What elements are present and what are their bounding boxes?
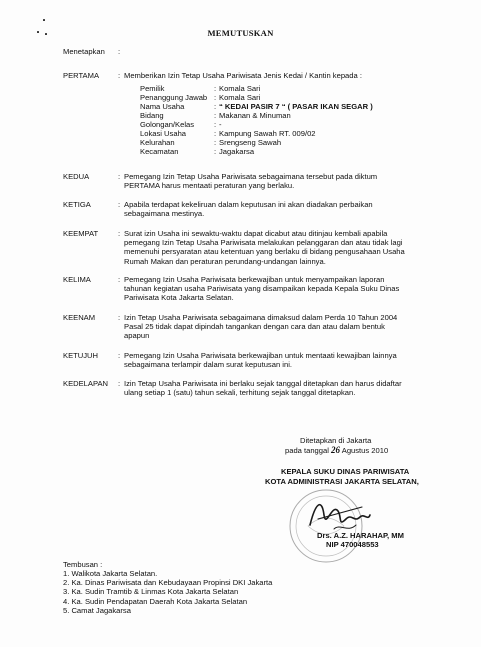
field-key-golongan: Golongan/Kelas	[140, 120, 195, 129]
menetapkan-label: Menetapkan	[63, 47, 105, 56]
field-value-kelurahan: Srengseng Sawah	[219, 138, 282, 147]
field-key-nama-usaha: Nama Usaha	[140, 102, 185, 111]
signatory-name: Drs. A.Z. HARAHAP, MM	[317, 531, 404, 540]
field-key-penanggung-jawab: Penanggung Jawab	[140, 93, 208, 102]
list-item: 2. Ka. Dinas Pariwisata dan Kebudayaan Propinsi DKI Jakarta	[63, 578, 273, 588]
list-item: 1. Walikota Jakarta Selatan.	[63, 569, 158, 578]
list-item: 4. Ka. Sudin Pendapatan Daerah Kota Jakarta Selatan	[63, 596, 248, 606]
tembusan-heading: Tembusan :	[63, 560, 103, 569]
field-key-kelurahan: Kelurahan	[140, 138, 175, 147]
kelima-label: KELIMA	[63, 275, 91, 284]
field-value-pemilik: Komala Sari	[219, 84, 261, 93]
field-value-penanggung-jawab: Komala Sari	[219, 93, 261, 102]
handwritten-day: 26	[331, 445, 341, 455]
field-value-golongan: -	[219, 120, 222, 129]
signature-place: Ditetapkan di Jakarta	[300, 436, 372, 445]
document-title: MEMUTUSKAN	[207, 28, 274, 38]
kedua-text: Pemegang Izin Tetap Usaha Pariwisata sebagaimana tersebut pada diktum PERTAMA harus mentaati peraturan yang berlaku.	[124, 172, 378, 191]
office-line-1: KEPALA SUKU DINAS PARIWISATA	[281, 467, 410, 476]
kedelapan-label: KEDELAPAN	[63, 379, 109, 388]
signatory-nip: NIP 470048553	[326, 540, 379, 549]
ketujuh-label: KETUJUH	[63, 351, 99, 360]
keenam-label: KEENAM	[63, 313, 96, 322]
list-item: 5. Camat Jagakarsa	[63, 605, 131, 615]
field-value-kecamatan: Jagakarsa	[219, 147, 255, 156]
field-value-nama-usaha: “ KEDAI PASIR 7 “ ( PASAR IKAN SEGAR )	[219, 102, 373, 111]
keenam-text: Izin Tetap Usaha Pariwisata sebagaimana dimaksud dalam Perda 10 Tahun 2004 Pasal 25 tidak dapat dipindah tangankan dengan cara dan atau dalam bentuk apapun	[124, 313, 398, 341]
field-value-bidang: Makanan & Minuman	[219, 111, 291, 120]
pertama-text: Memberikan Izin Tetap Usaha Pariwisata Jenis Kedai / Kantin kepada :	[124, 71, 362, 80]
office-line-2: KOTA ADMINISTRASI JAKARTA SELATAN,	[265, 477, 419, 486]
ketiga-text: Apabila terdapat kekeliruan dalam keputusan ini akan diadakan perbaikan sebagaimana mestinya.	[124, 200, 373, 219]
scan-speck	[43, 19, 45, 21]
signature-date: pada tanggal 26 Agustus 2010	[285, 445, 389, 455]
field-key-bidang: Bidang	[140, 111, 164, 120]
keempat-text: Surat izin Usaha ini sewaktu-waktu dapat dicabut atau ditinjau kembali apabila pemegang Izin Tetap Usaha Pariwisata melakukan pelanggaran dan atau tidak lagi memenuhi persyaratan atau ketentuan yang berlaku di bidang pengusahaan Usaha Rumah Makan dan peraturan perundang-undangan lainnya.	[124, 229, 405, 266]
tembusan-list	[63, 569, 393, 615]
keempat-label: KEEMPAT	[63, 229, 99, 238]
menetapkan-colon: :	[118, 47, 121, 56]
field-key-lokasi-usaha: Lokasi Usaha	[140, 129, 187, 138]
kelima-text: Pemegang Izin Usaha Pariwisata berkewajiban untuk menyampaikan laporan tahunan kegiatan usaha Pariwisata yang disampaikan kepada Kepala Suku Dinas Pariwisata Kota Jakarta Selatan.	[124, 275, 400, 303]
kedelapan-text: Izin Tetap Usaha Pariwisata ini berlaku sejak tanggal ditetapkan dan harus didaftar ulang setiap 1 (satu) tahun sekali, terhitung sejak tanggal ditetapkan.	[124, 379, 402, 398]
kedua-label: KEDUA	[63, 172, 90, 181]
ketujuh-text: Pemegang Izin Usaha Pariwisata berkewajiban untuk mentaati kewajiban lainnya sebagaimana terlampir dalam surat keputusan ini.	[124, 351, 397, 370]
field-key-pemilik: Pemilik	[140, 84, 165, 93]
ketiga-label: KETIGA	[63, 200, 91, 209]
field-value-lokasi-usaha: Kampung Sawah RT. 009/02	[219, 129, 316, 138]
field-key-kecamatan: Kecamatan	[140, 147, 179, 156]
list-item: 3. Ka. Sudin Tramtib & Linmas Kota Jakarta Selatan	[63, 587, 239, 597]
pertama-label: PERTAMA	[63, 71, 100, 80]
